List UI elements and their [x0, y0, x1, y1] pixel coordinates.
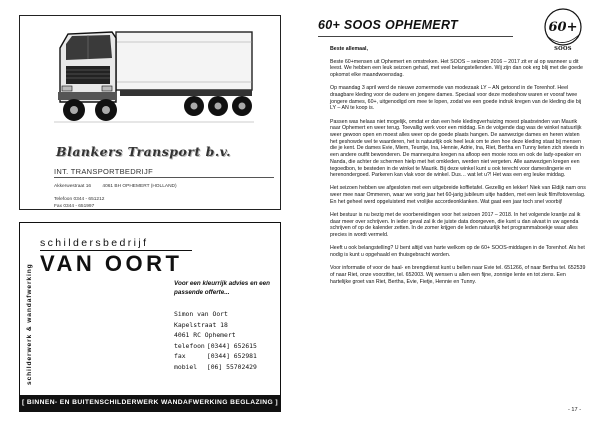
vertical-label-text: schilderwerk & wandafwerking	[26, 263, 33, 385]
company-name: Blankers Transport b.v.	[56, 144, 232, 159]
divider	[54, 177, 274, 178]
brand-top: schildersbedrijf	[40, 237, 192, 251]
truck-illustration	[54, 22, 254, 130]
right-page	[300, 0, 600, 425]
blankers-transport-ad	[19, 15, 281, 210]
street: Kapelstraat 18	[174, 320, 228, 329]
soos-logo-icon	[540, 6, 586, 50]
brand-main: VAN OORT	[40, 251, 183, 276]
vertical-label-rotator	[23, 225, 37, 385]
contact-name: Simon van Oort	[174, 310, 228, 318]
mobile-row	[174, 362, 279, 373]
postcode-city: 4061 RC Ophemert	[174, 331, 236, 339]
paragraph-7: Voor informatie of voor de haal- en brengdienst kunt u bellen naar Evie tel. 651266, of naar Bertha tel. 652539 of naar Riet, onze voorzitter, tel. 652003. Wij wensen u allen een fijne, zonnige lente en tot ziens. Een hartelijke groet van Riet, Bertha, Evie, Fietje, Hennie en Tunny.	[330, 265, 586, 285]
page-number: - 17 -	[568, 407, 582, 413]
paragraph-3: Passen was helaas niet mogelijk, omdat er dan een hele kledingverhuizing moest plaatsvinden van Maurik naar Ophemert en weer terug. Toevallig werk voor een middag. En de volgende dag was de winkel natuurlijk weer gewoon open en moest alles weer op de goede plaats hangen. De aanwezige dames en heren wisten het geshowde wel te waarderen, het is natuurlijk ook heel leuk om te zien hoe deze kleding staat bij mensen die je kent. De dames Evie, Miem, Teuntje, Ina, Hennie, Adrie, Ina, Riet, Bertha en Tunny lieten zich steeds in een andere outfit bewonderen. De mannequins kregen na afloop een mooie roos en ook de lady-speaker en Nanda, die achter de schermen hielp met het omkleden, werden niet vergeten. Alle aanwezigen kregen een tegoedbon, te besteden in de winkel te Maurik. Bij deze winkel kunt u ook terecht voor dameslingerie en herenondergoed. Parkeren kan vlak voor de winkel. Dus… wat let u?! Het was een erg leuke middag.	[330, 118, 584, 179]
paragraph-5: Het bestuur is nu bezig met de voorbereidingen voor het seizoen 2017 – 2018. In het volgende krantje zal ik daar meer over schrijven. In ieder geval zal ik de juiste data doorgeven, die kunt u dan alvast in uw agenda schrijven of op de kalender zetten. In de zomer krijgen de leden natuurlijk het programmaboekje waar alles precies in wordt vermeld.	[330, 212, 581, 239]
mobile-label: mobiel	[174, 362, 198, 371]
street-address: Akkerwestraat 16	[54, 184, 92, 189]
vertical-label	[23, 225, 37, 385]
phone-row	[174, 341, 279, 352]
company-address	[54, 184, 177, 189]
van-oort-ad	[19, 222, 281, 412]
title-rule	[318, 36, 513, 37]
greeting: Beste allemaal,	[330, 46, 368, 52]
contact-details	[174, 309, 279, 372]
fax: Fax 0344 - 651997	[54, 204, 95, 209]
mobile-value: [06] 55702429	[206, 362, 257, 371]
paragraph-6: Heeft u ook belangstelling? U bent altijd van harte welkom op de 60+ SOOS-middagen in de Torenhof. Als het nodig is kunt u opgehaald en thuisgebracht worden.	[330, 245, 585, 259]
services-banner: [ BINNEN- EN BUITENSCHILDERWERK WANDAFWERKING BEGLAZING ]	[20, 395, 280, 411]
paragraph-1: Beste 60+mensen uit Ophemert en omstreken. Het SOOS – seizoen 2016 – 2017 zit er al op wanneer u dit leest. We hebben een leuk seizoen gehad, met veel belangstellenden. Wij zijn dan ook erg blij met die goede opkomst elke maandwoensdag.	[330, 58, 583, 79]
fax-row	[174, 351, 279, 362]
fax-label: fax	[174, 352, 186, 360]
logo-text: SOOS	[554, 46, 572, 52]
telephone: Telefoon 0344 - 651212	[54, 197, 105, 202]
logo-number: 60+	[548, 20, 578, 35]
city: 4061 BH OPHEMERT (HOLLAND)	[102, 184, 177, 189]
paragraph-4: Het seizoen hebben we afgesloten met een uitgebreide koffietafel. Gezellig en lekker! Niek van Eldijk nam ons weer mee naar Ommeren, waar we vorig jaar het 60-jarig jubileum uitje hadden, met een leuk film/fotoverslag. En het geheel werd opgeluisterd met vrolijke accordeonklanken. Wat gaat een jaar toch snel voorbij!	[330, 185, 586, 205]
paragraph-2: Op maandag 3 april werd de nieuwe zomermode van modezaak LY – AN getoond in de Torenhof. Heel draagbare kleding voor de oudere en jongere dames. Speciaal voor deze modeshow waren er vooraf twee jongere dames, 60+, uitgenodigd om mee te lopen, zodat we een goede indruk kregen van de kleding die bij LY – AN te koop is.	[330, 85, 582, 112]
company-subtitle: INT. TRANSPORTBEDRIJF	[54, 167, 153, 176]
phone-label: telefoon	[174, 341, 205, 350]
article-title: 60+ SOOS OPHEMERT	[318, 18, 458, 32]
slogan: Voor een kleurrijk advies en een passende offerte...	[174, 280, 271, 296]
phone-value: [0344] 652615	[206, 341, 257, 350]
brand-block	[40, 237, 192, 277]
fax-value: [0344] 652981	[206, 352, 257, 360]
article-body	[330, 46, 586, 292]
